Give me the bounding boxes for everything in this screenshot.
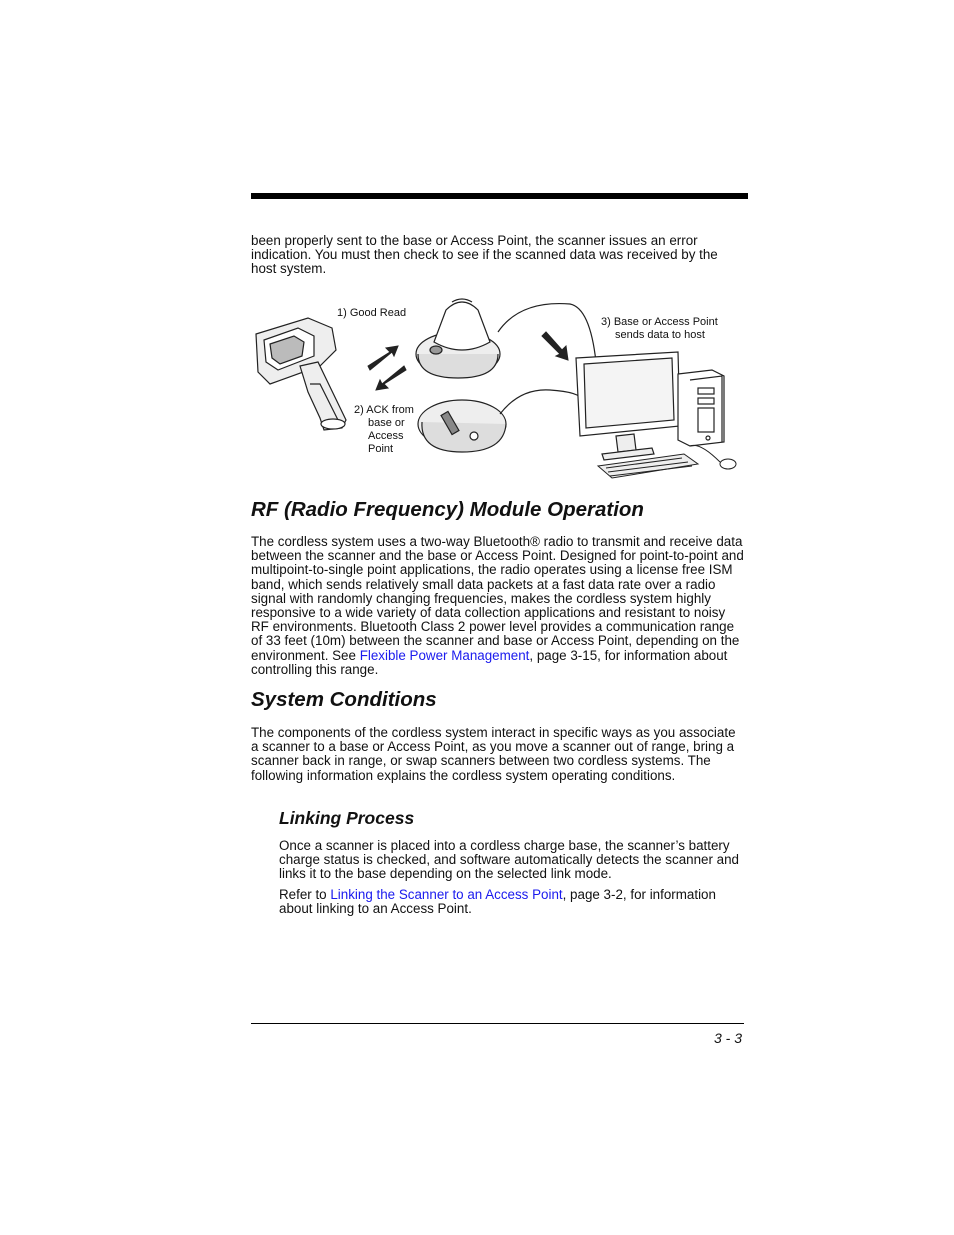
linking-process-paragraph-1: Once a scanner is placed into a cordless charge base, the scanner’s battery charge status is checked, and software automatically detects the scanner and links it to the base depending on the selected link mode. (279, 838, 740, 882)
computer-tower-illustration (678, 370, 724, 446)
system-conditions-paragraph: The components of the cordless system interact in specific ways as you associate a scanner to a base or Access Point, as you move a scanner out of range, bring a scanner back in range, or swap scanners between two cordless systems. The following information explains the cordless system operating conditions. (251, 725, 736, 783)
footer-rule (251, 1023, 744, 1024)
mouse-illustration (690, 445, 736, 469)
rf-body-text: The cordless system uses a two-way Bluetooth® radio to transmit and receive data between the scanner and the base or Access Point. Designed for point-to-point and multipoint-to-single point applications, the radio operates using a license free ISM band, which sends relatively small data packets at a fast data rate over a radio signal with randomly changing frequencies, makes the cordless system highly responsive to a wide variety of data collection applications and resistant to noisy RF environments. Bluetooth Class 2 power level provides a communication range of 33 feet (10m) between the scanner and base or Access Point, depending on the environment. See (251, 534, 744, 663)
cordless-system-diagram (250, 292, 740, 482)
ack-label-line2: base or (368, 417, 405, 429)
page-number: 3 - 3 (713, 1030, 742, 1046)
charge-base-illustration (416, 299, 596, 378)
rf-section-paragraph (251, 535, 745, 677)
base-label-line1: 3) Base or Access Point (601, 316, 718, 328)
linking-process-heading: Linking Process (279, 808, 415, 828)
base-label-line2: sends data to host (615, 329, 705, 341)
access-point-illustration (418, 390, 582, 452)
good-read-label: 1) Good Read (337, 307, 407, 319)
rf-after-link-text: , page 3-15, for information about controlling this range. (251, 647, 728, 677)
refer-to-text: Refer to (279, 887, 331, 902)
monitor-illustration (576, 352, 680, 460)
refer-after-link-text: , page 3-2, for information about linking to an Access Point. (279, 887, 716, 917)
flexible-power-management-link[interactable]: Flexible Power Management (359, 647, 530, 663)
ack-label-line3: Access (368, 430, 404, 442)
system-conditions-heading: System Conditions (251, 688, 437, 711)
rf-section-heading: RF (Radio Frequency) Module Operation (251, 498, 644, 521)
linking-scanner-access-point-link[interactable]: Linking the Scanner to an Access Point (330, 887, 563, 902)
scanner-illustration (256, 318, 346, 430)
header-rule (251, 193, 748, 199)
linking-process-paragraph-2 (279, 888, 745, 916)
intro-paragraph: been properly sent to the base or Access Point, the scanner issues an error indication. You must then check to see if the scanned data was received by the host system. (251, 233, 718, 277)
ack-label-line1: 2) ACK from (354, 404, 414, 416)
ack-label-line4: Point (368, 443, 394, 455)
